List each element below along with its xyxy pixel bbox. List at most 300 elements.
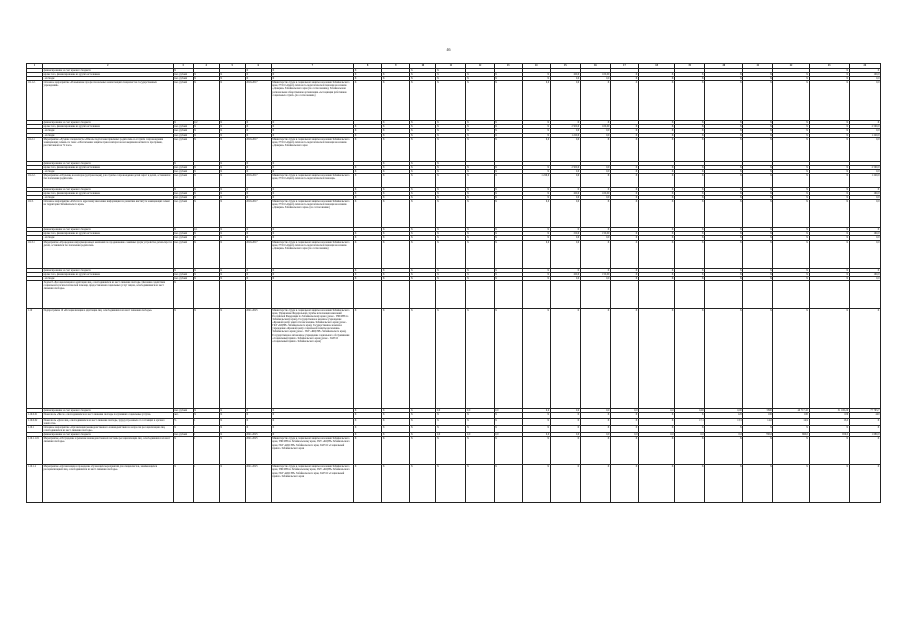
table-cell: X <box>410 268 436 272</box>
table-cell: X <box>410 228 436 232</box>
table-cell: X <box>550 268 580 272</box>
table-cell: X <box>245 232 271 236</box>
table-cell: 0,00 <box>705 408 743 412</box>
table-cell: X <box>494 272 522 276</box>
table-cell: X <box>173 268 193 272</box>
row-label-cell: финансирование за счет краевого бюджета <box>43 408 173 412</box>
table-cell: X <box>809 200 849 228</box>
table-cell: 2021-2025 <box>245 308 271 408</box>
table-cell: X <box>675 81 705 121</box>
table-cell: X <box>743 133 773 137</box>
table-cell: X <box>773 133 809 137</box>
table-cell: X <box>219 418 245 425</box>
table-cell: X <box>245 276 271 280</box>
table-cell: 1.10.1.2 <box>27 465 43 503</box>
column-number: 7 <box>271 64 353 69</box>
table-cell: X <box>354 129 382 133</box>
table-cell: X <box>193 308 219 408</box>
table-cell: X <box>580 81 610 121</box>
table-cell: X <box>580 437 610 465</box>
table-cell: X <box>610 426 638 433</box>
table-cell: X <box>219 121 245 125</box>
table-row <box>27 308 881 408</box>
table-cell: X <box>382 228 410 232</box>
row-label-cell: кроме того, финансирование из других источников <box>43 165 173 169</box>
table-cell: X <box>193 276 219 280</box>
table-cell: X <box>436 77 466 81</box>
table-cell: X <box>610 77 638 81</box>
table-cell: 0,0 <box>550 173 580 187</box>
table-cell: 100,00 <box>580 125 610 129</box>
table-cell: X <box>354 187 382 191</box>
table-cell: X <box>494 236 522 240</box>
table-cell: X <box>466 276 494 280</box>
table-cell: X <box>705 426 743 433</box>
table-cell: X <box>173 465 193 503</box>
table-cell: X <box>382 137 410 161</box>
table-cell: X <box>809 276 849 280</box>
table-cell <box>675 280 705 308</box>
table-cell: X <box>410 196 436 200</box>
table-cell: X <box>193 77 219 81</box>
table-cell <box>27 280 43 308</box>
table-cell: 2016-2017 <box>245 173 271 187</box>
table-cell: X <box>466 272 494 276</box>
table-row <box>27 280 881 308</box>
table-cell: тыс. рублей <box>173 433 193 437</box>
table-cell: 100 <box>773 412 809 418</box>
table-cell: 0,0 <box>849 77 880 81</box>
table-cell: X <box>382 165 410 169</box>
table-cell: X <box>849 465 880 503</box>
table-cell: 1.9.2.1 <box>27 137 43 161</box>
table-cell <box>610 280 638 308</box>
table-cell: Министерство труда и социальной защиты населения Забайкальского края, ГУСО «Центр психолого-педагогической помощи» <box>271 173 353 187</box>
table-cell: X <box>436 412 466 418</box>
table-cell: X <box>193 133 219 137</box>
table-cell: X <box>773 437 809 465</box>
table-cell: X <box>705 236 743 240</box>
table-cell: X <box>743 77 773 81</box>
table-cell: 1.10.0.01 <box>27 412 43 418</box>
table-cell: X <box>382 121 410 125</box>
table-cell: X <box>705 129 743 133</box>
table-cell: X <box>639 200 675 228</box>
table-cell: 0,0 <box>550 276 580 280</box>
table-cell: 2 500,0 <box>849 125 880 129</box>
table-cell: X <box>773 308 809 408</box>
table-cell: X <box>639 228 675 232</box>
table-cell: X <box>639 412 675 418</box>
table-cell: X <box>219 232 245 236</box>
table-cell: X <box>382 236 410 240</box>
table-cell: X <box>639 121 675 125</box>
table-cell: 150,00 <box>580 232 610 236</box>
table-cell: X <box>410 165 436 169</box>
table-cell: X <box>773 268 809 272</box>
page-number: 46 <box>446 47 451 52</box>
column-number: 18 <box>639 64 675 69</box>
table-cell: тыс. рублей <box>173 73 193 77</box>
table-cell: X <box>245 426 271 433</box>
table-cell: X <box>410 125 436 129</box>
table-cell: 0,0 <box>436 408 466 412</box>
row-label-cell: Основное мероприятие «Организация межведомственного взаимодействия по вопросам ресоциализации лиц, освободившихся из мест лишения свободы» <box>43 426 173 433</box>
table-cell: X <box>219 426 245 433</box>
column-number: 1 <box>27 64 43 69</box>
table-cell: X <box>675 125 705 129</box>
table-cell: X <box>773 228 809 232</box>
table-cell: X <box>173 308 193 408</box>
table-cell: X <box>382 232 410 236</box>
table-row <box>27 81 881 121</box>
table-cell: X <box>354 77 382 81</box>
table-cell: X <box>410 418 436 425</box>
table-row <box>27 465 881 503</box>
table-cell: X <box>639 308 675 408</box>
table-cell: X <box>494 232 522 236</box>
table-cell: X <box>219 272 245 276</box>
table-cell: X <box>245 133 271 137</box>
table-cell: X <box>809 69 849 73</box>
table-cell: X <box>773 173 809 187</box>
table-cell: X <box>382 73 410 77</box>
table-cell: X <box>193 240 219 268</box>
table-cell: X <box>219 268 245 272</box>
table-cell: X <box>675 268 705 272</box>
table-cell: X <box>410 121 436 125</box>
table-cell: 0,0 <box>466 433 494 437</box>
table-cell: X <box>705 272 743 276</box>
table-cell: X <box>773 165 809 169</box>
table-cell: X <box>382 418 410 425</box>
table-cell: X <box>773 129 809 133</box>
table-cell: X <box>245 169 271 173</box>
table-cell: X <box>675 165 705 169</box>
row-label-cell: Задача 8 «Ресоциализация и адаптация лиц, освободившихся из мест лишения свободы. Оказание содействия социальной и психологической помощи, предоставления социальных услуг лицам, освободившимся из мест лишения свободы» <box>43 280 173 308</box>
table-cell: X <box>743 426 773 433</box>
table-cell: X <box>494 165 522 169</box>
table-cell: X <box>522 196 550 200</box>
table-cell: X <box>639 272 675 276</box>
table-cell: 0,0 <box>550 196 580 200</box>
table-cell: X <box>271 165 353 169</box>
table-cell: X <box>580 418 610 425</box>
table-cell: X <box>219 308 245 408</box>
table-cell: X <box>466 228 494 232</box>
table-cell <box>522 280 550 308</box>
table-cell: 15,0 <box>809 418 849 425</box>
table-cell: X <box>675 187 705 191</box>
table-cell: 0,0 <box>849 200 880 228</box>
table-cell: X <box>705 77 743 81</box>
table-cell: X <box>382 412 410 418</box>
table-cell: X <box>245 121 271 125</box>
table-cell: X <box>354 412 382 418</box>
table-cell: X <box>436 232 466 236</box>
table-cell: X <box>809 196 849 200</box>
table-cell: X <box>550 187 580 191</box>
table-cell: X <box>382 77 410 81</box>
table-cell: 2 500,0 <box>550 165 580 169</box>
table-cell: 0,0 <box>550 433 580 437</box>
table-cell: X <box>809 272 849 276</box>
table-cell <box>809 280 849 308</box>
table-cell: X <box>809 129 849 133</box>
table-cell: X <box>494 200 522 228</box>
table-cell: X <box>271 125 353 129</box>
column-number: 9 <box>382 64 410 69</box>
table-cell: X <box>675 173 705 187</box>
table-cell: X <box>705 200 743 228</box>
table-cell: X <box>522 437 550 465</box>
row-label-cell: кроме того, финансирование из других источников <box>43 192 173 196</box>
table-cell: 0,0 <box>550 77 580 81</box>
table-cell: X <box>610 272 638 276</box>
row-label-cell: финансирование за счет краевого бюджета <box>43 121 173 125</box>
table-cell: X <box>522 272 550 276</box>
table-cell: X <box>809 81 849 121</box>
table-cell: X <box>173 228 193 232</box>
row-label-cell: Основное мероприятие «Повышение профессиональных компетенций специалистов государственных учреждений» <box>43 81 173 121</box>
table-cell: 0,0 <box>522 137 550 161</box>
table-cell: 0,0 <box>522 433 550 437</box>
table-cell: X <box>245 73 271 77</box>
table-cell: 100 <box>743 412 773 418</box>
table-cell: X <box>639 129 675 133</box>
table-cell: X <box>466 133 494 137</box>
table-cell: X <box>743 236 773 240</box>
table-cell: X <box>436 268 466 272</box>
table-cell: X <box>193 169 219 173</box>
table-cell: X <box>410 236 436 240</box>
table-cell: X <box>436 196 466 200</box>
table-cell: 1.9.2.2. <box>27 173 43 187</box>
table-cell: X <box>705 437 743 465</box>
table-cell: X <box>522 73 550 77</box>
table-cell: X <box>271 268 353 272</box>
table-cell: чел. <box>173 412 193 418</box>
table-cell: 1.10 <box>27 308 43 408</box>
table-cell: X <box>382 161 410 165</box>
column-number: 2 <box>43 64 173 69</box>
table-cell: тыс. рублей <box>173 200 193 228</box>
table-cell: X <box>743 129 773 133</box>
table-cell: X <box>809 173 849 187</box>
table-cell: 160,0 <box>550 272 580 276</box>
table-cell: X <box>436 240 466 268</box>
table-cell: X <box>382 240 410 268</box>
table-cell: % <box>173 418 193 425</box>
table-cell: X <box>494 412 522 418</box>
table-cell: X <box>466 465 494 503</box>
table-cell: 1.10.1.1.01 <box>27 437 43 465</box>
table-cell <box>580 280 610 308</box>
table-cell: X <box>610 308 638 408</box>
table-cell: X <box>271 77 353 81</box>
table-cell: X <box>550 418 580 425</box>
table-cell: X <box>410 161 436 165</box>
table-cell: X <box>219 433 245 437</box>
table-cell: X <box>675 240 705 268</box>
table-cell: X <box>522 187 550 191</box>
table-cell: X <box>494 465 522 503</box>
table-cell: X <box>705 81 743 121</box>
table-cell: X <box>639 137 675 161</box>
table-cell: X <box>675 77 705 81</box>
table-cell: X <box>675 412 705 418</box>
table-cell: X <box>809 426 849 433</box>
table-cell: X <box>705 192 743 196</box>
table-cell: X <box>271 426 353 433</box>
table-cell: X <box>550 228 580 232</box>
table-cell: X <box>639 169 675 173</box>
table-cell: X <box>271 433 353 437</box>
table-cell: X <box>849 187 880 191</box>
column-number: 6 <box>245 64 271 69</box>
table-cell: 2016-2017 <box>245 137 271 161</box>
table-cell: X <box>675 437 705 465</box>
table-cell: X <box>466 196 494 200</box>
table-cell: X <box>354 69 382 73</box>
table-cell: X <box>219 81 245 121</box>
table-cell: X <box>245 187 271 191</box>
table-cell: X <box>219 465 245 503</box>
table-cell: Министерство труда и социальной защиты населения Забайкальского края, ГУСО «Центр психолого-педагогической помощи населению «Доверие» Забайкальского края (по согласованию), Забайкальская региональная общественная организация «Ассоциация работников социальных служб» (по согласованию) <box>271 81 353 121</box>
table-cell: X <box>271 73 353 77</box>
table-cell: X <box>639 187 675 191</box>
table-cell: X <box>410 137 436 161</box>
table-cell: X <box>271 418 353 425</box>
column-number: 8 <box>354 64 382 69</box>
table-cell: X <box>466 240 494 268</box>
table-cell: X <box>466 236 494 240</box>
table-cell: X <box>466 121 494 125</box>
row-label-cell: финансирование за счет краевого бюджета <box>43 268 173 272</box>
table-cell: X <box>245 236 271 240</box>
table-cell: 0,0 <box>580 77 610 81</box>
table-cell: X <box>610 236 638 240</box>
table-cell: тыс. рублей <box>173 125 193 129</box>
table-cell: X <box>610 268 638 272</box>
table-cell: X <box>219 196 245 200</box>
table-cell: 160,0 <box>550 192 580 196</box>
row-label-cell: финансирование за счет краевого бюджета <box>43 433 173 437</box>
table-cell: X <box>354 232 382 236</box>
table-cell: X <box>436 121 466 125</box>
table-cell: X <box>494 137 522 161</box>
table-cell: X <box>522 129 550 133</box>
table-cell: 160,0 <box>550 73 580 77</box>
table-cell: X <box>494 308 522 408</box>
table-cell: X <box>773 200 809 228</box>
table-cell: 0,0 <box>675 433 705 437</box>
table-cell: X <box>354 272 382 276</box>
table-cell: X <box>773 187 809 191</box>
table-cell: X <box>522 133 550 137</box>
table-cell: X <box>466 137 494 161</box>
table-cell <box>773 280 809 308</box>
table-cell: X <box>522 169 550 173</box>
table-cell: X <box>809 125 849 129</box>
program-table <box>26 63 881 503</box>
table-cell: 2 500,0 <box>849 165 880 169</box>
table-cell: X <box>675 228 705 232</box>
table-cell: X <box>466 173 494 187</box>
table-cell: X <box>494 276 522 280</box>
table-cell: X <box>245 161 271 165</box>
table-cell: X <box>675 236 705 240</box>
table-cell: X <box>743 200 773 228</box>
row-label-cell: - из бюдж <box>43 77 173 81</box>
table-cell: X <box>743 268 773 272</box>
column-number: 3 <box>173 64 193 69</box>
table-cell: 77 763,7 <box>849 408 880 412</box>
table-cell: X <box>219 165 245 169</box>
table-cell: X <box>809 268 849 272</box>
table-cell: X <box>382 173 410 187</box>
table-cell: 160,0 <box>849 272 880 276</box>
table-cell: X <box>436 276 466 280</box>
table-cell <box>271 280 353 308</box>
table-cell: X <box>410 426 436 433</box>
table-cell: X <box>494 268 522 272</box>
table-cell: X <box>743 465 773 503</box>
column-number: 24 <box>849 64 880 69</box>
table-cell: X <box>466 169 494 173</box>
column-number: 12 <box>466 64 494 69</box>
table-cell: 0,0 <box>550 137 580 161</box>
table-cell: X <box>382 433 410 437</box>
table-cell: X <box>522 426 550 433</box>
row-label-cell: - из бюдж <box>43 169 173 173</box>
table-cell: 100 <box>809 412 849 418</box>
table-cell: Министерство труда и социальной защиты населения Забайкальского края, УФСИН по Забайкальскому краю, ГКУ «КЦЗН» Забайкальского края, ГКУ «КЦСЗН» Забайкальского края, ГАУСО «Социальный приют» Забайкальского края <box>271 465 353 503</box>
table-cell: X <box>610 133 638 137</box>
table-row <box>27 418 881 425</box>
table-cell: X <box>705 465 743 503</box>
table-cell: X <box>436 169 466 173</box>
table-cell: X <box>773 121 809 125</box>
table-cell: 0,2 <box>193 121 219 125</box>
table-cell: X <box>773 192 809 196</box>
table-cell: X <box>271 412 353 418</box>
table-cell: X <box>494 73 522 77</box>
table-cell: X <box>245 418 271 425</box>
table-cell: X <box>809 133 849 137</box>
table-cell: тыс. рублей <box>173 408 193 412</box>
table-cell: X <box>705 232 743 236</box>
table-cell: X <box>271 232 353 236</box>
table-row <box>27 200 881 228</box>
table-cell: X <box>743 232 773 236</box>
table-cell: X <box>219 73 245 77</box>
table-cell: X <box>705 137 743 161</box>
table-cell: 2016-2017 <box>245 81 271 121</box>
table-cell: X <box>173 280 193 308</box>
table-cell: X <box>610 240 638 268</box>
row-label-cell: финансирование за счет краевого бюджета <box>43 69 173 73</box>
table-cell <box>849 280 880 308</box>
table-cell: X <box>410 169 436 173</box>
table-cell: X <box>743 192 773 196</box>
table-cell: 1 220,0 <box>849 133 880 137</box>
table-cell: X <box>382 125 410 129</box>
table-cell: X <box>466 81 494 121</box>
table-cell: X <box>410 200 436 228</box>
table-cell: X <box>382 272 410 276</box>
table-cell: X <box>245 196 271 200</box>
